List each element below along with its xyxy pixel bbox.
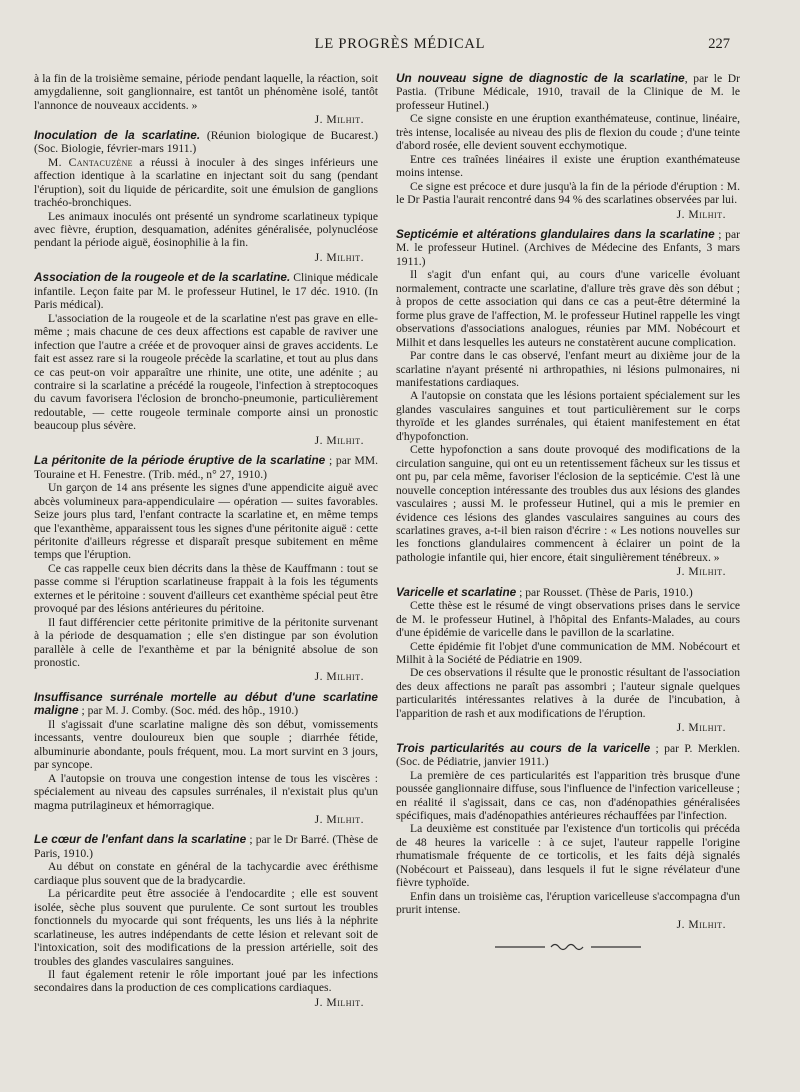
paragraph: Il s'agissait d'une scarlatine maligne dès son début, vomissements incessants, ventre douloureux bien que souple ; diarrhée fétide, albuminurie abondante, pouls fréquent, mou. La mort survint en 3 jours, par syncope. xyxy=(34,717,378,772)
author-name: M. Cantacuzène xyxy=(48,155,133,169)
article-heading xyxy=(396,72,740,112)
article-reference: ; par Rousset. (Thèse de Paris, 1910.) xyxy=(516,585,693,599)
page-header xyxy=(0,36,800,58)
left-column xyxy=(34,72,378,1011)
paragraph: Les animaux inoculés ont présenté un syndrome scarlatineux typique avec fièvre, éruption, desquamation, adénites généralisée, polynucléose pendant la période aiguë, éosinophilie à la fin. xyxy=(34,209,378,250)
paragraph: Au début on constate en général de la tachycardie avec éréthisme cardiaque plus souvent que de la bradycardie. xyxy=(34,860,378,887)
article-title: Insuffisance surrénale mortelle au début d'une scarlatine maligne xyxy=(34,689,378,718)
article-heading xyxy=(34,454,378,481)
paragraph-text: a réussi à inoculer à des singes inférieurs une affection identique à la scarlatine en injectant soit du sang (pendant l'éruption), soit du liquide de péricardite, soit une émulsion de ganglions trachéo-bronchiques. xyxy=(34,155,378,210)
paragraph: La première de ces particularités est l'apparition très brusque d'une poussée ganglionnaire diffuse, sous l'influence de l'infection varicelleuse ; en réalité il s'agissait, dans ce cas, non d'adénopathies généralisées spécifiques, mais d'adénopathies antérieures réchauffées par l'infection. xyxy=(396,768,740,823)
article-title: Le cœur de l'enfant dans la scarlatine xyxy=(34,832,247,847)
signature: J. Milhit. xyxy=(314,670,364,684)
paragraph: De ces observations il résulte que le pronostic résultant de l'association des deux affections ne paraît pas assombri ; l'auteur signale quelques particularités intéressantes relatives à la durée de l'incubation, à l'apparition de rash et aux modifications de l'éruption. xyxy=(396,666,740,720)
paragraph: Par contre dans le cas observé, l'enfant meurt au dixième jour de la scarlatine n'ayant présenté ni arthropathies, ni lésions pulmonaires, ni manifestations cardiaques. xyxy=(396,349,740,389)
paragraph: Ce signe est précoce et dure jusqu'à la fin de la période d'éruption : M. le Dr Pastia l'aurait rencontré dans 94 % des scarlatines observées par lui. xyxy=(396,179,740,207)
paragraph: Il faut différencier cette péritonite primitive de la péritonite survenant à la période de desquamation ; elle s'en distingue par son évolution parallèle à celle de l'exanthème et par la bénignité absolue de son pronostic. xyxy=(34,615,378,670)
article-reference: , par le Dr Pastia. (Tribune Médicale, 1910, travail de la Clinique de M. le professeur Hutinel.) xyxy=(396,72,741,112)
article-reference: Clinique médicale infantile. Leçon faite par M. le professeur Hutinel, le 17 déc. 1910. (In Paris médical). xyxy=(34,271,378,312)
article-reference: ; par MM. Touraine et H. Fenestre. (Trib. méd., n° 27, 1910.) xyxy=(34,454,378,481)
article-reference: ; par M. J. Comby. (Soc. méd. des hôp., 1910.) xyxy=(78,704,299,718)
paragraph: Enfin dans un troisième cas, l'éruption varicelleuse s'accompagna d'un prurit intense. xyxy=(396,889,740,917)
article-reference: ; par P. Merklen. (Soc. de Pédiatrie, janvier 1911.) xyxy=(396,741,740,769)
article-heading xyxy=(396,586,740,599)
article-heading xyxy=(396,742,740,769)
signature: J. Milhit. xyxy=(314,250,364,264)
article-heading xyxy=(34,271,378,311)
ornament-divider xyxy=(396,941,740,955)
article-heading xyxy=(34,129,378,156)
paragraph: La péricardite peut être associée à l'endocardite ; elle est souvent isolée, sèche plus souvent que purulente. Ce sont surtout les troubles fonctionnels du myocarde qui sont fréquents, les uns liés à la néphrite scarlatineuse, les autres indépendants de cette lésion et relevant soit de l'intoxication, soit des modifications de la pression artérielle, soit des troubles des glandes vasculaires sanguines. xyxy=(34,887,378,968)
article-reference: ; par M. le professeur Hutinel. (Archives de Médecine des Enfants, 3 mars 1911.) xyxy=(396,227,740,268)
right-column xyxy=(396,72,740,956)
article-reference: ; par le Dr Barré. (Thèse de Paris, 1910.) xyxy=(34,833,379,860)
intro-paragraph: à la fin de la troisième semaine, période pendant laquelle, la réaction, soit amygdalienne, soit ganglionnaire, est tantôt un phénomène isolé, tantôt l'annonce de nouveaux accidents. » xyxy=(34,72,378,112)
paragraph: Un garçon de 14 ans présente les signes d'une appendicite aiguë avec abcès volumineux para-appendiculaire — opération — suites favorables. Seize jours plus tard, l'enfant contracte la scarlatine et, en même temps que l'exanthème, apparaissent tous les signes d'une péritonite aiguë : cette péritonite d'ailleurs régresse et disparaît presque subitement en même temps que l'éruption. xyxy=(34,481,378,562)
paragraph: Ce cas rappelle ceux bien décrits dans la thèse de Kauffmann : tout se passe comme si l'éruption scarlatineuse frappait à la fois les téguments externes et le péritoine : souvent d'ailleurs cet exanthème spécial peut être provoqué par des lésions antérieures du péritoine. xyxy=(34,561,378,616)
article-title: Inoculation de la scarlatine. xyxy=(34,127,201,142)
signature: J. Milhit. xyxy=(314,433,364,447)
paragraph: La deuxième est constituée par l'existence d'un torticolis qui précéda de 48 heures la varicelle : à ce sujet, l'auteur rappelle l'origine rhumatismale fréquente de ce torticolis, et les faits déjà signalés (Nobécourt et Paisseau), dans lesquels il fut le signe révélateur d'une fièvre typhoïde. xyxy=(396,822,740,890)
article-title: Varicelle et scarlatine xyxy=(396,584,517,599)
article-reference: (Réunion biologique de Bucarest.) (Soc. Biologie, février-mars 1911.) xyxy=(34,128,378,156)
paragraph: A l'autopsie on trouva une congestion intense de tous les viscères : spécialement au niveau des capsules surrénales, il n'existait plus qu'un magma putrilagineux et hémorragique. xyxy=(34,771,378,812)
paragraph: Il faut également retenir le rôle important joué par les infections secondaires dans la production de ces complications cardiaques. xyxy=(34,968,378,995)
article-title: Trois particularités au cours de la varicelle xyxy=(396,740,651,755)
paragraph: Ce signe consiste en une éruption exanthémateuse, continue, linéaire, très intense, localisée au niveau des plis de flexion du coude ; d'une teinte d'abord rosée, elle devient souvent ecchymotique. xyxy=(396,112,740,153)
paragraph: Cette épidémie fit l'objet d'une communication de MM. Nobécourt et Milhit à la Société de Pédiatrie en 1909. xyxy=(396,639,740,667)
paragraph: Il s'agit d'un enfant qui, au cours d'une varicelle évoluant normalement, contracte une scarlatine, d'allure très grave dès son début ; à propos de cette association qui dans ce cas a peut-être déterminé la forme plus grave de l'affection, M. le professeur Hutinel rappelle les vingt observations d'associations analogues, réunies par MM. Nobécourt et Milhit et dans lesquelles les auteurs ne constatèrent aucune complication. xyxy=(396,268,740,349)
article-title: Septicémie et altérations glandulaires dans la scarlatine xyxy=(396,226,715,241)
signature: J. Milhit. xyxy=(676,917,726,931)
article-title: La péritonite de la période éruptive de la scarlatine xyxy=(34,453,326,468)
signature: J. Milhit. xyxy=(314,995,364,1009)
article-title: Un nouveau signe de diagnostic de la scarlatine xyxy=(396,71,685,85)
article-heading xyxy=(34,691,378,718)
article-heading xyxy=(396,228,740,268)
signature: J. Milhit. xyxy=(676,565,726,579)
paragraph: L'association de la rougeole et de la scarlatine n'est pas grave en elle-même ; mais chacune de ces deux affections est capable de raviver une infection que l'autre a créée et de provoquer ainsi de graves accidents. Le fait est assez rare si la rougeole précède la scarlatine, et tout au plus dans ce cas peut-on voir apparaître une rhinite, une otite, une adénite ; au contraire si la scarlatine a précédé la rougeole, l'infection à streptocoques du cavum favorisera l'éclosion de broncho-pneumonie, particulièrement redoutable, — cette rougeole terminale comporte ainsi un pronostic beaucoup plus sévère. xyxy=(34,311,378,433)
flourish-icon xyxy=(493,941,643,953)
paragraph: A l'autopsie on constata que les lésions portaient spécialement sur les glandes vasculaires sanguines et tout particulièrement sur le corps thyroïde et les glandes surrénales, qui étaient manifestement en état d'hypofonction. xyxy=(396,389,740,443)
article-heading xyxy=(34,833,378,860)
running-title: LE PROGRÈS MÉDICAL xyxy=(314,36,486,52)
signature: J. Milhit. xyxy=(676,207,726,221)
paragraph: Cette thèse est le résumé de vingt observations prises dans le service de M. le professeur Hutinel, à l'hôpital des Enfants-Malades, au cours d'une épidémie de varicelle dans le pavillon de la scarlatine. xyxy=(396,599,740,640)
paragraph: Entre ces traînées linéaires il existe une éruption exanthémateuse moins intense. xyxy=(396,152,740,180)
paragraph: Cette hypofonction a sans doute provoqué des modifications de la circulation sanguine, qui ont eu un retentissement fâcheux sur les tissus et ont pu, par cela même, favoriser l'éclosion de la septicémie. C'est là une nouvelle conception intéressante des troubles dus aux lésions des glandes vasculaires ; aussi M. le professeur Hutinel, qui a mis le premier en évidence ces lésions des glandes vasculaires sanguines au cours des scarlatines graves, a-t-il bien raison d'écrire : « Les notions nouvelles sur les fonctions glandulaires commencent à éclairer un point de la pathologie infantile qui, hier encore, était singulièrement ténébreux. » xyxy=(396,443,740,564)
page-number: 227 xyxy=(708,36,730,52)
paragraph xyxy=(34,156,378,210)
article-title: Association de la rougeole et de la scarlatine. xyxy=(34,270,291,285)
signature: J. Milhit. xyxy=(314,113,364,127)
signature: J. Milhit. xyxy=(676,721,726,735)
signature: J. Milhit. xyxy=(314,813,364,827)
